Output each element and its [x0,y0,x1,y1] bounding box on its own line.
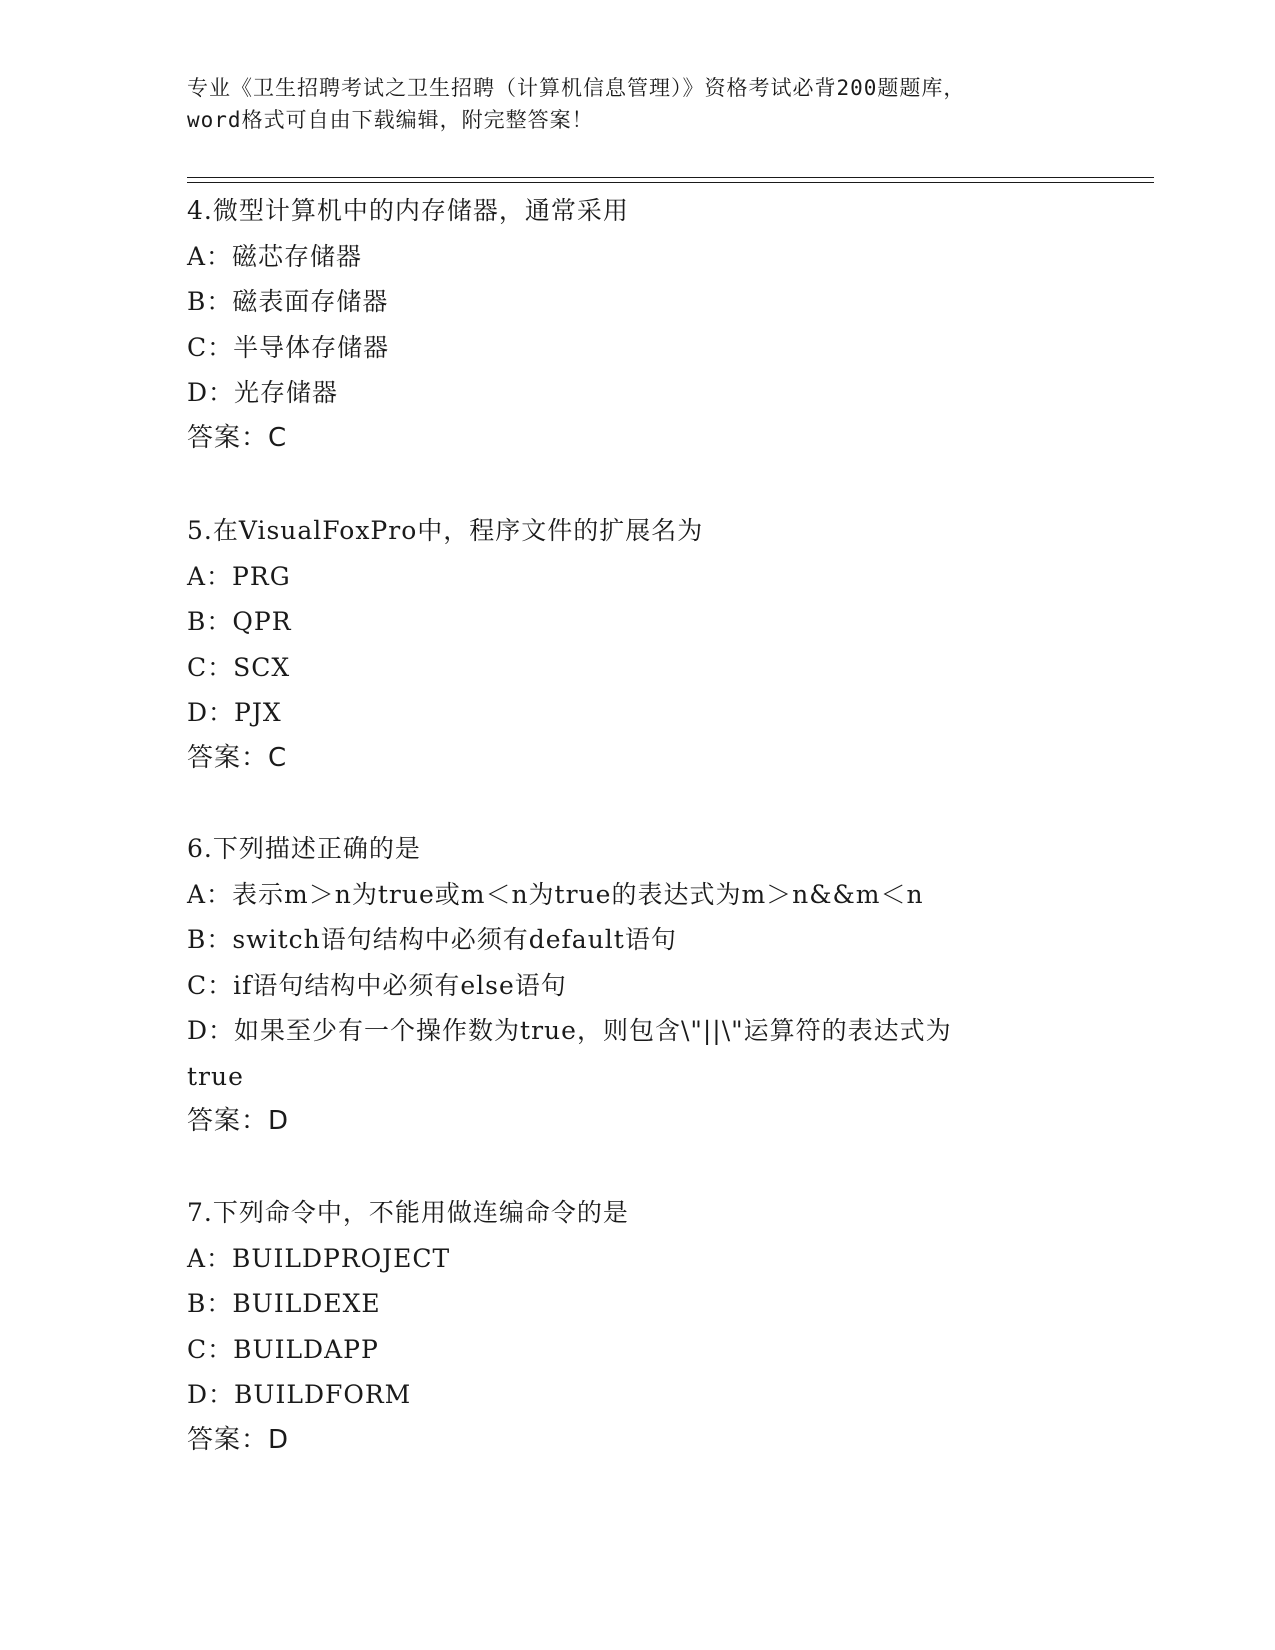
option-b: B：QPR [187,607,292,636]
answer-line: 答案：C [187,742,288,773]
question-6 [187,826,1087,1145]
option-c: C：BUILDAPP [187,1334,379,1364]
option-d: D：如果至少有一个操作数为true，则包含\"||\"运算符的表达式为 [187,1016,952,1045]
option-a: A：表示m＞n为true或m＜n为true的表达式为m＞n&&m＜n [187,879,924,909]
option-b: B：switch语句结构中必须有default语句 [187,925,677,954]
question-stem: 6.下列描述正确的是 [187,834,421,863]
option-a: A：PRG [187,561,291,591]
header-line-1: 专业《卫生招聘考试之卫生招聘（计算机信息管理）》资格考试必背200题题库， [187,76,966,100]
option-d-continuation: true [187,1061,244,1091]
answer-line: 答案：D [187,1106,290,1136]
header-divider-top [187,177,1154,178]
answer-line: 答案：D [187,1424,290,1455]
option-c: C：半导体存储器 [187,332,390,362]
question-stem: 4.微型计算机中的内存储器，通常采用 [187,196,629,225]
option-b: B：BUILDEXE [187,1289,381,1318]
option-c: C：SCX [187,652,291,682]
option-b: B：磁表面存储器 [187,287,389,316]
question-stem: 7.下列命令中，不能用做连编命令的是 [187,1198,629,1227]
header-line-2: word格式可自由下载编辑，附完整答案！ [187,108,594,132]
question-stem: 5.在VisualFoxPro中，程序文件的扩展名为 [187,516,704,545]
option-a: A：BUILDPROJECT [187,1243,451,1273]
option-c: C：if语句结构中必须有else语句 [187,970,567,1000]
option-d: D：BUILDFORM [187,1380,412,1409]
question-5 [187,508,1087,781]
option-d: D：光存储器 [187,378,339,407]
document-header [187,72,1107,136]
option-a: A：磁芯存储器 [187,241,363,271]
question-7 [187,1190,1087,1463]
answer-line: 答案：C [187,422,288,453]
option-d: D：PJX [187,698,282,727]
header-divider-bottom [187,182,1154,183]
question-4 [187,188,1087,461]
